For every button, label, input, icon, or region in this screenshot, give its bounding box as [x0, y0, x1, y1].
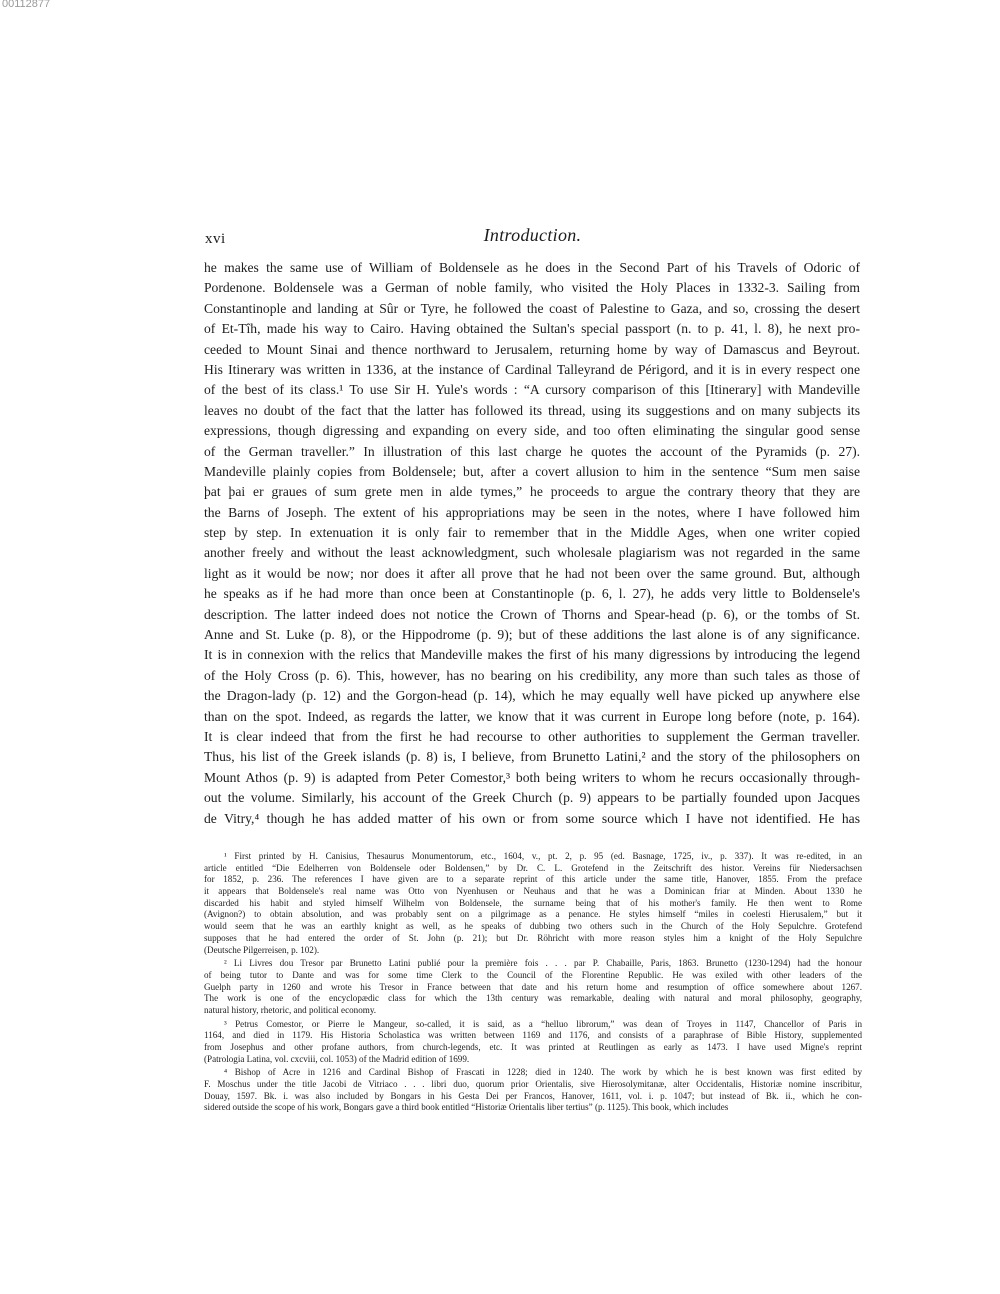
body-line: he makes the same use of William of Boldensele as he does in the Second Part of his Travels of Odoric of: [204, 260, 860, 275]
footnote-line: of being tutor to Dante and was for some time Clerk to the Council of the Florentine Republic. He was exiled with other leaders of the: [204, 969, 862, 980]
footnote-1: [204, 851, 862, 956]
body-line: Thus, his list of the Greek islands (p. 8) is, I believe, from Brunetto Latini,² and the story of the philosophers on: [204, 749, 860, 765]
footnote-line: The work is one of the encyclopædic class for which the 13th century was remarkable, dealing with natural and moral philosophy, geography,: [204, 993, 862, 1004]
body-line: Pordenone. Boldensele was a German of noble family, who visited the Holy Places in 1332-3. Sailing from: [204, 280, 860, 296]
page-number: xvi: [205, 231, 226, 247]
body-line: he speaks as if he had more than once been at Constantinople (p. 6, l. 27), he adds very little to Boldensele's: [204, 586, 860, 602]
footnote-2: [204, 958, 862, 1016]
body-line: of the German traveller.” In illustration of this last charge he quotes the account of the Pyramids (p. 27).: [204, 443, 860, 459]
footnote-4: [204, 1067, 862, 1114]
body-line: description. The latter indeed does not notice the Crown of Thorns and Spear-head (p. 6), or the tombs of St.: [204, 606, 860, 622]
body-text: [204, 258, 860, 829]
footnotes: [204, 851, 862, 1116]
footnote-line: ³ Petrus Comestor, or Pierre le Mangeur, so-called, it is said, as a “helluo librorum,” was dean of Troyes in 1147, Chancellor of Paris in: [224, 1018, 862, 1029]
body-line: Mandeville plainly copies from Boldensele; but, after a covert allusion to him in the sentence “Sum men saise: [204, 463, 860, 479]
body-line: light as it would be now; nor does it after all prove that he had not been over the same ground. But, although: [204, 565, 860, 581]
footnote-line: ⁴ Bishop of Acre in 1216 and Cardinal Bishop of Frascati in 1228; died in 1240. The work by which he is best known was first edited by: [224, 1067, 862, 1078]
body-line: It is in connexion with the relics that Mandeville makes the first of his many digressions by introducing the legend: [204, 647, 860, 663]
body-line: Anne and St. Luke (p. 8), or the Hippodrome (p. 9); but of these additions the last alone is of any significance.: [204, 627, 860, 643]
footnote-line: for 1852, p. 236. The references I have given are to a separate reprint of this article under the same title, Hanover, 1855. From the preface: [204, 874, 862, 885]
body-line: þat þai er graues of sum grete men in alde tymes,” he proceeds to argue the contrary theory that they are: [204, 484, 860, 500]
footnote-line: sidered outside the scope of his work, Bongars gave a third book entitled “Historiæ Orientalis liber tertius” (p. 1125). This book, which includes: [204, 1102, 729, 1113]
body-line: It is clear indeed that from the first he had recourse to other authorities to supplement the German traveller.: [204, 728, 860, 744]
body-line: of the Holy Cross (p. 6). This, however, has no bearing on his credibility, any more than such tales as those of: [204, 667, 860, 683]
footnote-line: Guelph party in 1260 and wrote his Tresor in France between that date and his return home and resumption of office somewhere about 1267.: [204, 981, 862, 992]
body-line: Mount Athos (p. 9) is adapted from Peter Comestor,³ both being writers to whom he recurs occasionally through-: [204, 769, 860, 785]
body-line: ceeded to Mount Sinai and thence northward to Jerusalem, returning home by way of Damascus and Beyrout.: [204, 341, 860, 357]
footnote-line: article entitled “Die Edelherren von Boldensele oder Boldensen,” by Dr. C. L. Grotefend in the Zeitschrift des histor. Vereins für Niedersachsen: [204, 862, 862, 873]
body-line: expressions, though digressing and expanding on every side, and too often eliminating the singular good sense: [204, 423, 860, 439]
body-line: de Vitry,⁴ though he has added matter of his own or from some source which I have not identified. He has: [204, 810, 860, 826]
running-title: Introduction.: [483, 225, 582, 245]
body-line: the Barns of Joseph. The extent of his appropriations may be seen in the notes, where I have followed him: [204, 504, 860, 520]
footnote-line: F. Moschus under the title Jacobi de Vitriaco . . . libri duo, quorum prior Orientalis, sive Hierosolymitanæ, alter Occidentalis, Historiæ nomine inscribitur,: [204, 1079, 862, 1090]
body-line: out the volume. Similarly, his account of the Greek Church (p. 9) appears to be partially founded upon Jacques: [204, 790, 860, 806]
footnote-line: ¹ First printed by H. Canisius, Thesaurus Monumentorum, etc., 1604, v., pt. 2, p. 95 (ed. Basnage, 1725, iv., p. 337). It was re-edited, in an: [224, 851, 862, 861]
body-line: leaves no doubt of the fact that the latter has followed its thread, using its suggestions and on many subjects its: [204, 402, 860, 418]
body-line: His Itinerary was written in 1336, at the instance of Cardinal Talleyrand de Périgord, and it is in every respect one: [204, 361, 860, 377]
body-line: step by step. In extenuation it is only fair to remember that in the Middle Ages, when one writer copied: [204, 525, 860, 541]
scan-page-id: 00112877: [2, 0, 51, 10]
footnote-line: supposes that he had entered the order of St. John (p. 21); but Dr. Röhricht with more reason styles him a knight of the Holy Sepulchre: [204, 932, 862, 943]
footnote-line: discarded his habit and styled himself Wilhelm von Boldensele, the surname being that of his mother's family. He then went to Rome: [204, 897, 862, 908]
body-line: the Dragon-lady (p. 12) and the Gorgon-head (p. 14), which he may equally well have picked up anywhere else: [204, 688, 860, 704]
footnote-line: from Josephus and other profane authors, from church-legends, etc. It was printed at Reutlingen as early as 1473. I have used Migne's reprint: [204, 1042, 862, 1052]
footnote-line: (Patrologia Latina, vol. cxcviii, col. 1053) of the Madrid edition of 1699.: [204, 1053, 470, 1064]
body-line: than on the spot. Indeed, as regards the latter, we know that it was current in Europe long before (note, p. 164).: [204, 708, 860, 724]
footnote-line: 1164, and died in 1179. His Historia Scholastica was written between 1169 and 1176, and consists of a paraphrase of Bible History, supplemented: [204, 1030, 862, 1041]
footnote-line: Douay, 1597. Bk. i. was also included by Bongars in his Gesta Dei per Francos, Hanover, 1611, vol. i. p. 1047; but instead of Bk. ii., which he con-: [204, 1090, 862, 1101]
footnote-line: natural history, rhetoric, and political economy.: [204, 1004, 377, 1015]
footnote-line: (Deutsche Pilgerreisen, p. 102).: [204, 944, 320, 955]
footnote-line: ² Li Livres dou Tresor par Brunetto Latini publié pour la première fois . . . par P. Chabaille, Paris, 1863. Brunetto (1230-1294) had the honour: [224, 958, 862, 969]
body-line: of Et-Tîh, made his way to Cairo. Having obtained the Sultan's special passport (n. to p. 41, l. 8), he next pro-: [204, 321, 860, 337]
body-line: another freely and without the least acknowledgment, such wholesale plagiarism was not regarded in the same: [204, 545, 860, 561]
footnote-line: (Avignon?) to obtain absolution, and was probably sent on a pilgrimage as a penance. He styles himself “miles in coelesti Hierusalem,” but it: [204, 909, 862, 920]
running-head: [205, 225, 860, 251]
footnote-3: [204, 1019, 862, 1066]
body-line: Constantinople and landing at Sûr or Tyre, he followed the coast of Palestine to Gaza, and so, crossing the desert: [204, 300, 860, 316]
body-line: of the best of its class.¹ To use Sir H. Yule's words : “A cursory comparison of this [Itinerary] with Mandeville: [204, 382, 860, 398]
footnote-line: would seem that he was an earthly knight as well, as he speaks of dubbing two others such in the Church of the Holy Sepulchre. Grotefend: [204, 921, 862, 932]
footnote-line: it appears that Boldensele's real name was Otto von Nyenhusen or Neuhaus and that he was a Dominican friar at Minden. About 1330 he: [204, 886, 862, 897]
